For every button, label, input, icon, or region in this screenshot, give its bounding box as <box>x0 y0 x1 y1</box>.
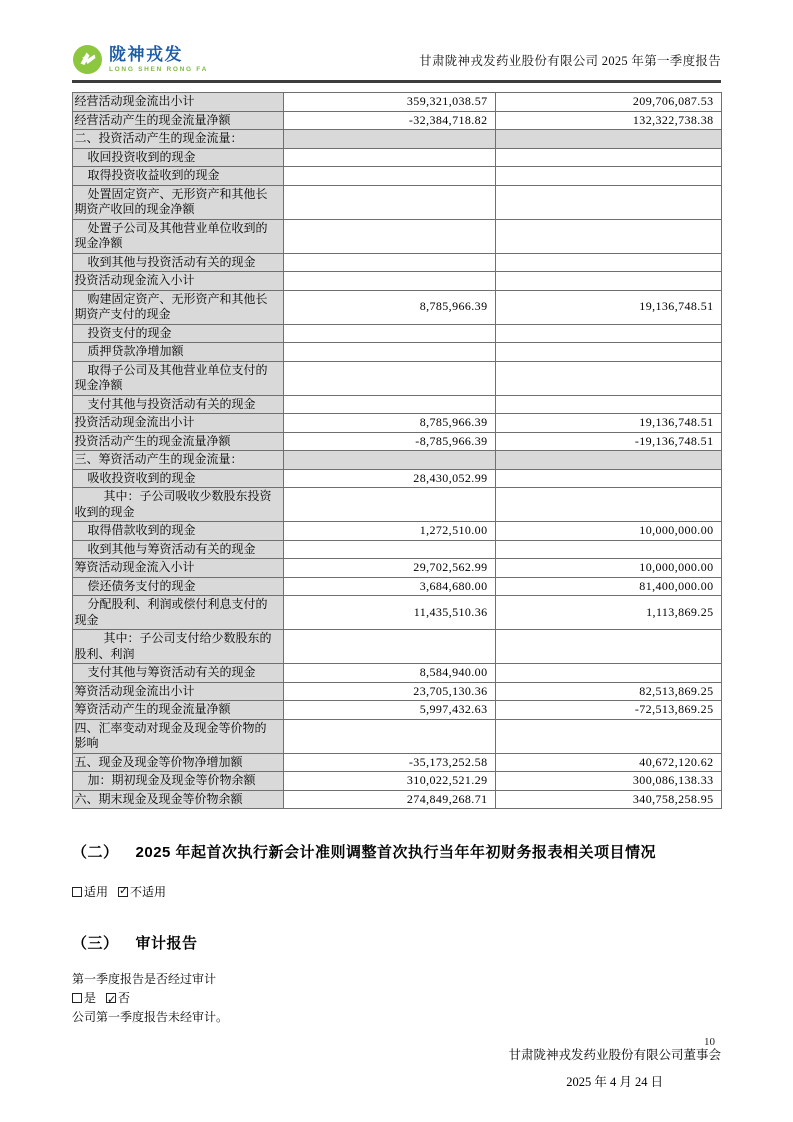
page-header <box>72 0 721 83</box>
table-row <box>72 185 721 219</box>
row-value-current-period: -35,173,252.58 <box>283 753 495 772</box>
row-label: 处置子公司及其他营业单位收到的现金净额 <box>72 219 283 253</box>
row-label: 二、投资活动产生的现金流量： <box>72 130 283 149</box>
row-value-prior-period <box>495 324 721 343</box>
table-row <box>72 753 721 772</box>
row-value-prior-period <box>495 540 721 559</box>
row-value-prior-period: 82,513,869.25 <box>495 682 721 701</box>
cashflow-table <box>72 92 722 809</box>
option-label: 否 <box>118 991 131 1005</box>
row-value-current-period: 28,430,052.99 <box>283 469 495 488</box>
section-number: （三） <box>72 935 119 952</box>
option-unchecked <box>72 885 108 899</box>
row-value-current-period: -8,785,966.39 <box>283 432 495 451</box>
section-number: （二） <box>72 844 119 861</box>
table-row <box>72 361 721 395</box>
table-row <box>72 167 721 186</box>
row-label: 四、汇率变动对现金及现金等价物的影响 <box>72 719 283 753</box>
row-value-current-period <box>283 451 495 470</box>
row-value-prior-period: 10,000,000.00 <box>495 522 721 541</box>
row-label: 五、现金及现金等价物净增加额 <box>72 753 283 772</box>
row-label: 投资支付的现金 <box>72 324 283 343</box>
table-row <box>72 395 721 414</box>
row-value-current-period <box>283 630 495 664</box>
row-value-current-period: 5,997,432.63 <box>283 701 495 720</box>
row-value-prior-period <box>495 664 721 683</box>
table-row <box>72 540 721 559</box>
row-value-current-period: 23,705,130.36 <box>283 682 495 701</box>
row-label: 投资活动产生的现金流量净额 <box>72 432 283 451</box>
row-label: 筹资活动现金流出小计 <box>72 682 283 701</box>
audit-question: 第一季度报告是否经过审计 <box>72 972 217 986</box>
table-row <box>72 469 721 488</box>
row-value-prior-period: 81,400,000.00 <box>495 577 721 596</box>
audit-block <box>72 970 721 1027</box>
row-label: 经营活动产生的现金流量净额 <box>72 111 283 130</box>
row-value-prior-period <box>495 719 721 753</box>
table-row <box>72 148 721 167</box>
row-label: 处置固定资产、无形资产和其他长期资产收回的现金净额 <box>72 185 283 219</box>
row-label: 偿还债务支付的现金 <box>72 577 283 596</box>
option-checked <box>106 991 130 1005</box>
row-value-prior-period: 19,136,748.51 <box>495 290 721 324</box>
row-value-current-period <box>283 719 495 753</box>
row-value-prior-period <box>495 395 721 414</box>
row-value-current-period <box>283 272 495 291</box>
table-row <box>72 253 721 272</box>
row-value-prior-period <box>495 219 721 253</box>
row-value-current-period: 29,702,562.99 <box>283 559 495 578</box>
row-value-prior-period: 132,322,738.38 <box>495 111 721 130</box>
signature-company: 甘肃陇神戎发药业股份有限公司董事会 <box>508 1048 721 1062</box>
row-value-current-period: 359,321,038.57 <box>283 93 495 112</box>
row-label: 投资活动现金流出小计 <box>72 414 283 433</box>
table-row <box>72 432 721 451</box>
row-value-current-period: -32,384,718.82 <box>283 111 495 130</box>
row-value-prior-period: 10,000,000.00 <box>495 559 721 578</box>
table-row <box>72 682 721 701</box>
row-label: 分配股利、利润或偿付利息支付的现金 <box>72 596 283 630</box>
row-value-current-period <box>283 324 495 343</box>
table-row <box>72 630 721 664</box>
row-label: 投资活动现金流入小计 <box>72 272 283 291</box>
row-value-current-period <box>283 488 495 522</box>
row-value-prior-period: 300,086,138.33 <box>495 772 721 791</box>
row-value-prior-period <box>495 272 721 291</box>
table-row <box>72 577 721 596</box>
row-label: 质押贷款净增加额 <box>72 343 283 362</box>
row-label: 购建固定资产、无形资产和其他长期资产支付的现金 <box>72 290 283 324</box>
row-label: 筹资活动现金流入小计 <box>72 559 283 578</box>
applicability-line <box>72 883 721 900</box>
row-value-current-period: 8,584,940.00 <box>283 664 495 683</box>
row-label: 筹资活动产生的现金流量净额 <box>72 701 283 720</box>
table-row <box>72 414 721 433</box>
row-label: 吸收投资收到的现金 <box>72 469 283 488</box>
row-value-prior-period <box>495 130 721 149</box>
logo-text <box>109 46 208 73</box>
row-value-current-period: 274,849,268.71 <box>283 790 495 809</box>
table-row <box>72 93 721 112</box>
table-row <box>72 790 721 809</box>
row-label: 六、期末现金及现金等价物余额 <box>72 790 283 809</box>
option-label: 不适用 <box>130 885 167 899</box>
row-label: 三、筹资活动产生的现金流量： <box>72 451 283 470</box>
option-unchecked <box>72 991 96 1005</box>
row-value-current-period: 3,684,680.00 <box>283 577 495 596</box>
logo-name-en: LONG SHEN RONG FA <box>109 66 208 73</box>
row-value-current-period: 310,022,521.29 <box>283 772 495 791</box>
logo-icon <box>72 44 103 75</box>
row-value-prior-period <box>495 469 721 488</box>
row-value-prior-period <box>495 451 721 470</box>
option-label: 是 <box>84 991 97 1005</box>
row-value-current-period <box>283 343 495 362</box>
row-label: 加：期初现金及现金等价物余额 <box>72 772 283 791</box>
signature-date: 2025 年 4 月 24 日 <box>566 1075 664 1089</box>
row-value-current-period <box>283 148 495 167</box>
table-row <box>72 701 721 720</box>
row-value-current-period <box>283 395 495 414</box>
table-row <box>72 272 721 291</box>
table-row <box>72 719 721 753</box>
row-value-current-period <box>283 185 495 219</box>
row-value-current-period: 8,785,966.39 <box>283 414 495 433</box>
table-row <box>72 290 721 324</box>
row-label: 收到其他与投资活动有关的现金 <box>72 253 283 272</box>
row-value-current-period: 11,435,510.36 <box>283 596 495 630</box>
section-title: 审计报告 <box>135 935 198 952</box>
checkbox-checked-icon <box>106 993 116 1003</box>
row-value-prior-period <box>495 185 721 219</box>
row-value-prior-period <box>495 361 721 395</box>
row-label: 其中：子公司支付给少数股东的股利、利润 <box>72 630 283 664</box>
row-value-current-period <box>283 167 495 186</box>
checkbox-checked-icon <box>118 887 128 897</box>
section-title: 2025 年起首次执行新会计准则调整首次执行当年年初财务报表相关项目情况 <box>135 844 657 861</box>
row-value-prior-period: 209,706,087.53 <box>495 93 721 112</box>
row-value-prior-period <box>495 343 721 362</box>
row-value-current-period <box>283 253 495 272</box>
row-value-current-period: 1,272,510.00 <box>283 522 495 541</box>
option-checked <box>118 885 166 899</box>
table-row <box>72 343 721 362</box>
checkbox-unchecked-icon <box>72 993 82 1003</box>
row-value-current-period <box>283 130 495 149</box>
checkbox-unchecked-icon <box>72 887 82 897</box>
row-value-prior-period <box>495 630 721 664</box>
cashflow-table-body <box>72 93 721 809</box>
row-value-prior-period: 19,136,748.51 <box>495 414 721 433</box>
page-number: 10 <box>704 1036 715 1048</box>
table-row <box>72 488 721 522</box>
table-row <box>72 772 721 791</box>
section-heading-2 <box>72 841 721 862</box>
row-value-prior-period: 40,672,120.62 <box>495 753 721 772</box>
row-value-prior-period: 1,113,869.25 <box>495 596 721 630</box>
table-row <box>72 111 721 130</box>
row-value-prior-period: 340,758,258.95 <box>495 790 721 809</box>
table-row <box>72 596 721 630</box>
table-row <box>72 559 721 578</box>
section-heading-3 <box>72 932 721 953</box>
table-section-row <box>72 451 721 470</box>
table-row <box>72 522 721 541</box>
row-value-prior-period: -19,136,748.51 <box>495 432 721 451</box>
table-row <box>72 664 721 683</box>
logo-name-cn: 陇神戎发 <box>109 45 183 64</box>
report-title: 甘肃陇神戎发药业股份有限公司 2025 年第一季度报告 <box>419 53 721 68</box>
table-row <box>72 219 721 253</box>
row-label: 支付其他与筹资活动有关的现金 <box>72 664 283 683</box>
row-label: 收回投资收到的现金 <box>72 148 283 167</box>
row-label: 取得子公司及其他营业单位支付的现金净额 <box>72 361 283 395</box>
row-label: 取得借款收到的现金 <box>72 522 283 541</box>
signature-block <box>72 1042 721 1096</box>
row-value-prior-period <box>495 253 721 272</box>
row-value-current-period <box>283 219 495 253</box>
table-row <box>72 324 721 343</box>
row-value-prior-period <box>495 167 721 186</box>
audit-statement: 公司第一季度报告未经审计。 <box>72 1010 229 1024</box>
row-value-prior-period: -72,513,869.25 <box>495 701 721 720</box>
row-value-prior-period <box>495 148 721 167</box>
row-label: 支付其他与投资活动有关的现金 <box>72 395 283 414</box>
row-label: 其中：子公司吸收少数股东投资收到的现金 <box>72 488 283 522</box>
table-section-row <box>72 130 721 149</box>
row-value-current-period <box>283 540 495 559</box>
row-value-current-period: 8,785,966.39 <box>283 290 495 324</box>
row-label: 收到其他与筹资活动有关的现金 <box>72 540 283 559</box>
company-logo <box>72 44 208 75</box>
row-label: 取得投资收益收到的现金 <box>72 167 283 186</box>
row-value-prior-period <box>495 488 721 522</box>
row-label: 经营活动现金流出小计 <box>72 93 283 112</box>
audit-answer-line <box>72 989 721 1008</box>
row-value-current-period <box>283 361 495 395</box>
option-label: 适用 <box>84 885 109 899</box>
